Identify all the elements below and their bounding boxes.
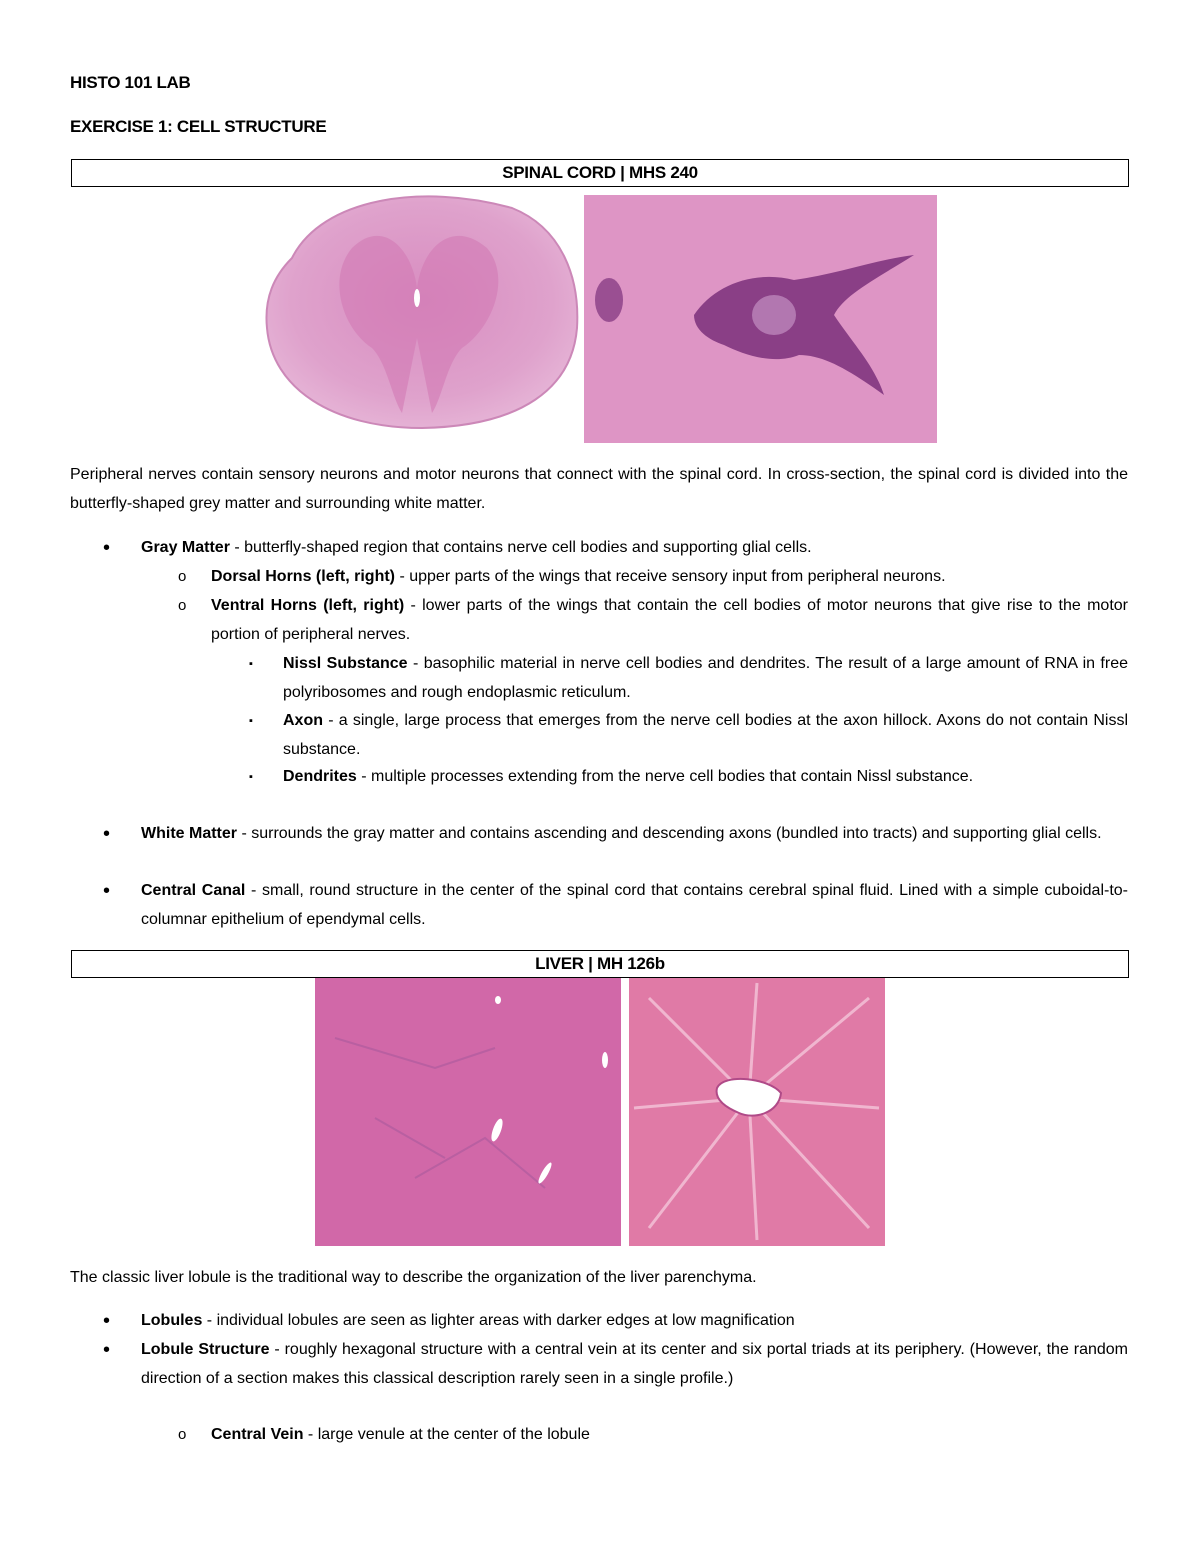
list-item <box>141 1336 1128 1393</box>
liver-central-vein-image <box>629 978 885 1246</box>
list-item <box>211 592 1128 649</box>
bullet-marker: o <box>178 568 187 585</box>
definition: - individual lobules are seen as lighter areas with darker edges at low magnification <box>202 1312 795 1329</box>
list-item <box>283 763 1128 792</box>
bullet-marker: • <box>103 1339 111 1361</box>
definition: - surrounds the gray matter and contains ascending and descending axons (bundled into tracts) and supporting glial cells. <box>237 825 1102 842</box>
term: Dendrites <box>283 768 357 785</box>
course-title: HISTO 101 LAB <box>70 73 191 92</box>
definition: - upper parts of the wings that receive sensory input from peripheral neurons. <box>395 568 946 585</box>
bullet-marker: • <box>103 537 111 559</box>
definition: - large venule at the center of the lobule <box>303 1426 590 1443</box>
definition: - multiple processes extending from the nerve cell bodies that contain Nissl substance. <box>356 768 974 785</box>
bullet-marker: • <box>103 1310 111 1332</box>
term: Central Vein <box>211 1426 304 1443</box>
liver-low-mag-image <box>315 978 621 1246</box>
bullet-marker: • <box>103 880 111 902</box>
term: Gray Matter <box>141 539 230 556</box>
list-item <box>211 1421 1128 1450</box>
definition: - roughly hexagonal structure with a central vein at its center and six portal triads at its periphery. (However, the random direction of a section makes this classical description rarely seen in a single profile.) <box>141 1341 1128 1387</box>
bullet-marker: ▪ <box>249 658 253 670</box>
list-item <box>141 877 1128 934</box>
term: Lobules <box>141 1312 203 1329</box>
term: Ventral Horns (left, right) <box>211 597 405 614</box>
definition: - basophilic material in nerve cell bodies and dendrites. The result of a large amount of RNA in free polyribosomes and rough endoplasmic reticulum. <box>283 655 1128 701</box>
liver-intro: The classic liver lobule is the traditional way to describe the organization of the liver parenchyma. <box>70 1269 757 1286</box>
section-header-spinal-cord: SPINAL CORD | MHS 240 <box>71 159 1129 187</box>
list-item <box>141 1307 1128 1336</box>
bullet-marker: ▪ <box>249 715 253 727</box>
term: Central Canal <box>141 882 246 899</box>
exercise-title: EXERCISE 1: CELL STRUCTURE <box>70 117 327 136</box>
bullet-marker: ▪ <box>249 771 253 783</box>
list-item <box>211 563 1128 592</box>
bullet-marker: o <box>178 597 187 614</box>
list-item <box>283 707 1128 764</box>
definition: - lower parts of the wings that contain the cell bodies of motor neurons that give rise to the motor portion of peripheral nerves. <box>211 597 1129 643</box>
motor-neuron-high-mag-image <box>584 195 937 443</box>
definition: - a single, large process that emerges from the nerve cell bodies at the axon hillock. Axons do not contain Nissl substance. <box>283 712 1128 758</box>
definition: - small, round structure in the center of the spinal cord that contains cerebral spinal fluid. Lined with a simple cuboidal-to-columnar epithelium of ependymal cells. <box>141 882 1129 928</box>
term: Axon <box>283 712 323 729</box>
section-header-liver: LIVER | MH 126b <box>71 950 1129 978</box>
definition: - butterfly-shaped region that contains nerve cell bodies and supporting glial cells. <box>229 539 812 556</box>
bullet-marker: • <box>103 823 111 845</box>
term: Lobule Structure <box>141 1341 270 1358</box>
spinal-cord-intro: Peripheral nerves contain sensory neurons and motor neurons that connect with the spinal cord. In cross-section, the spinal cord is divided into the butterfly-shaped grey matter and surrounding white matter. <box>70 466 1128 512</box>
list-item <box>141 534 1128 563</box>
list-item <box>141 820 1128 849</box>
term: Nissl Substance <box>283 655 408 672</box>
spinal-cord-low-mag-image <box>262 188 582 433</box>
term: Dorsal Horns (left, right) <box>211 568 396 585</box>
list-item <box>283 650 1128 707</box>
bullet-marker: o <box>178 1426 187 1443</box>
term: White Matter <box>141 825 237 842</box>
